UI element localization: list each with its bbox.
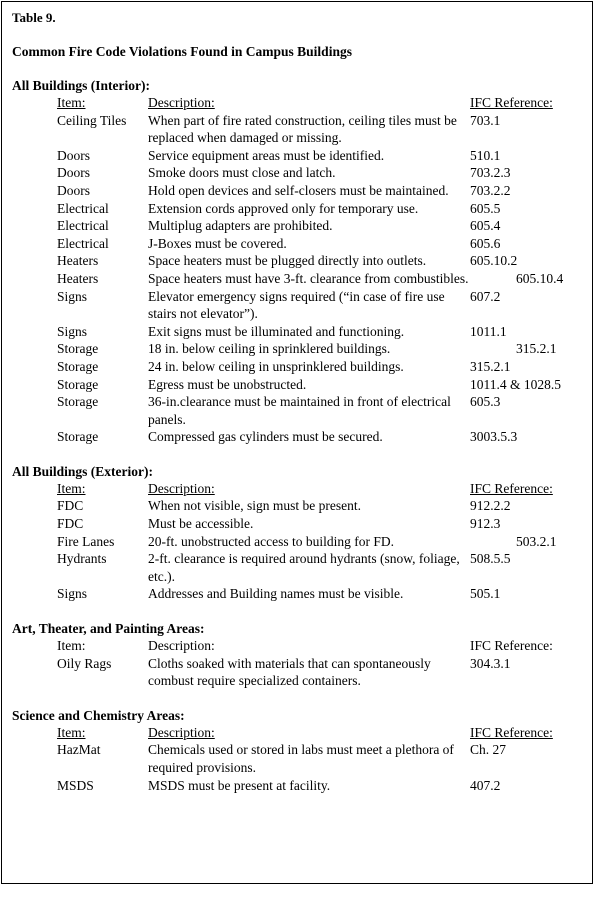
header-description: Description: (148, 95, 215, 110)
table-row (12, 550, 588, 585)
row-item: Storage (57, 358, 99, 374)
column-header-row (12, 637, 588, 655)
row-description: Compressed gas cylinders must be secured. (148, 429, 383, 445)
header-reference: IFC Reference: (470, 638, 553, 654)
row-item: Electrical (57, 235, 109, 251)
table-row (12, 376, 588, 394)
row-item: Storage (57, 341, 99, 357)
table-row (12, 515, 588, 533)
row-description: Multiplug adapters are prohibited. (148, 218, 333, 234)
row-description: When not visible, sign must be present. (148, 498, 361, 514)
row-reference: 304.3.1 (470, 655, 511, 671)
row-item: Signs (57, 323, 88, 339)
table-row (12, 340, 588, 358)
table-row (12, 164, 588, 182)
section-heading-science: Science and Chemistry Areas: (12, 707, 185, 723)
row-item: Electrical (57, 200, 109, 216)
header-reference: IFC Reference: (470, 95, 553, 110)
table-title: Common Fire Code Violations Found in Campus Buildings (12, 44, 352, 59)
header-description: Description: (148, 724, 215, 740)
table-row (12, 288, 588, 323)
header-reference: IFC Reference: (470, 724, 553, 740)
row-reference: 605.6 (470, 235, 501, 251)
table-row (12, 200, 588, 218)
section-heading-exterior: All Buildings (Exterior): (12, 463, 153, 479)
header-item: Item: (57, 480, 86, 496)
row-reference: 407.2 (470, 777, 501, 793)
header-item: Item: (57, 724, 86, 740)
row-item: Hydrants (57, 551, 107, 567)
table-row (12, 358, 588, 376)
row-description: Space heaters must be plugged directly into outlets. (148, 253, 427, 269)
row-item: FDC (57, 516, 84, 532)
row-description: Chemicals used or stored in labs must meet a plethora of required provisions. (148, 742, 454, 775)
row-reference: Ch. 27 (470, 742, 507, 758)
row-item: Signs (57, 586, 88, 602)
row-reference: 703.2.3 (470, 165, 511, 181)
row-description: MSDS must be present at facility. (148, 777, 331, 793)
row-item: FDC (57, 498, 84, 514)
row-description: 2-ft. clearance is required around hydrants (snow, foliage, etc.). (148, 551, 460, 584)
row-reference: 503.2.1 (516, 533, 557, 549)
table-row (12, 777, 588, 795)
row-item: Storage (57, 394, 99, 410)
row-item: Signs (57, 288, 88, 304)
row-description: Hold open devices and self-closers must be maintained. (148, 182, 449, 198)
row-reference: 315.2.1 (470, 358, 511, 374)
row-description: Extension cords approved only for temporary use. (148, 200, 419, 216)
row-reference: 912.3 (470, 516, 501, 532)
column-header-row (12, 724, 588, 742)
table-row (12, 655, 588, 690)
row-item: MSDS (57, 777, 94, 793)
table-row (12, 182, 588, 200)
header-reference: IFC Reference: (470, 480, 553, 496)
row-description: Service equipment areas must be identified. (148, 147, 385, 163)
row-item: Heaters (57, 270, 99, 286)
header-description: Description: (148, 480, 215, 496)
section-heading-art-theater: Art, Theater, and Painting Areas: (12, 621, 205, 637)
row-item: Doors (57, 165, 90, 181)
row-description: Space heaters must have 3-ft. clearance from combustibles. (148, 270, 469, 286)
table-row (12, 235, 588, 253)
column-header-row (12, 480, 588, 498)
row-description: When part of fire rated construction, ceiling tiles must be replaced when damaged or missing. (148, 112, 457, 146)
table-row (12, 323, 588, 341)
header-item: Item: (57, 638, 86, 654)
row-reference: 912.2.2 (470, 498, 511, 514)
row-item: Doors (57, 182, 90, 198)
row-item: Fire Lanes (57, 533, 115, 549)
row-description: Addresses and Building names must be visible. (148, 586, 404, 602)
row-description: Cloths soaked with materials that can spontaneously combust require specialized containers. (148, 655, 431, 689)
row-description: Must be accessible. (148, 516, 254, 532)
row-reference: 3003.5.3 (470, 429, 518, 445)
table-row (12, 741, 588, 776)
table-row (12, 393, 588, 428)
table-row (12, 112, 588, 147)
row-description: Elevator emergency signs required (“in case of fire use stairs not elevator”). (148, 288, 445, 322)
row-reference: 605.10.2 (470, 253, 518, 269)
row-reference: 607.2 (470, 288, 501, 304)
row-item: Storage (57, 376, 99, 392)
row-description: 36-in.clearance must be maintained in front of electrical panels. (148, 394, 451, 427)
header-description: Description: (148, 638, 215, 654)
row-description: 18 in. below ceiling in sprinklered buildings. (148, 341, 391, 357)
row-reference: 315.2.1 (516, 341, 557, 357)
row-item: Oily Rags (57, 655, 112, 671)
row-reference: 605.5 (470, 200, 501, 216)
row-reference: 510.1 (470, 147, 501, 163)
row-reference: 605.10.4 (516, 270, 564, 286)
row-reference: 508.5.5 (470, 551, 511, 567)
row-description: Smoke doors must close and latch. (148, 165, 336, 181)
table-row (12, 585, 588, 603)
row-reference: 605.4 (470, 218, 501, 234)
table-row (12, 252, 588, 270)
row-item: Doors (57, 147, 90, 163)
row-reference: 1011.1 (470, 323, 507, 339)
row-item: Ceiling Tiles (57, 112, 127, 128)
table-row (12, 533, 588, 551)
row-reference: 605.3 (470, 394, 501, 410)
table-row (12, 270, 588, 288)
row-item: HazMat (57, 742, 101, 758)
row-description: 20-ft. unobstructed access to building for FD. (148, 533, 394, 549)
column-header-row (12, 94, 588, 112)
document-content (12, 9, 588, 794)
row-reference: 703.1 (470, 112, 501, 128)
table-frame (1, 1, 593, 884)
section-heading-interior: All Buildings (Interior): (12, 78, 151, 93)
row-item: Electrical (57, 218, 109, 234)
row-description: J-Boxes must be covered. (148, 235, 287, 251)
table-row (12, 147, 588, 165)
header-item: Item: (57, 95, 86, 110)
table-row (12, 217, 588, 235)
row-description: Exit signs must be illuminated and functioning. (148, 323, 405, 339)
row-reference: 703.2.2 (470, 182, 511, 198)
table-row (12, 428, 588, 446)
row-reference: 1011.4 & 1028.5 (470, 376, 561, 392)
row-item: Heaters (57, 253, 99, 269)
row-description: Egress must be unobstructed. (148, 376, 307, 392)
row-item: Storage (57, 429, 99, 445)
row-description: 24 in. below ceiling in unsprinklered buildings. (148, 358, 404, 374)
row-reference: 505.1 (470, 586, 501, 602)
table-caption: Table 9. (12, 10, 56, 25)
table-row (12, 497, 588, 515)
